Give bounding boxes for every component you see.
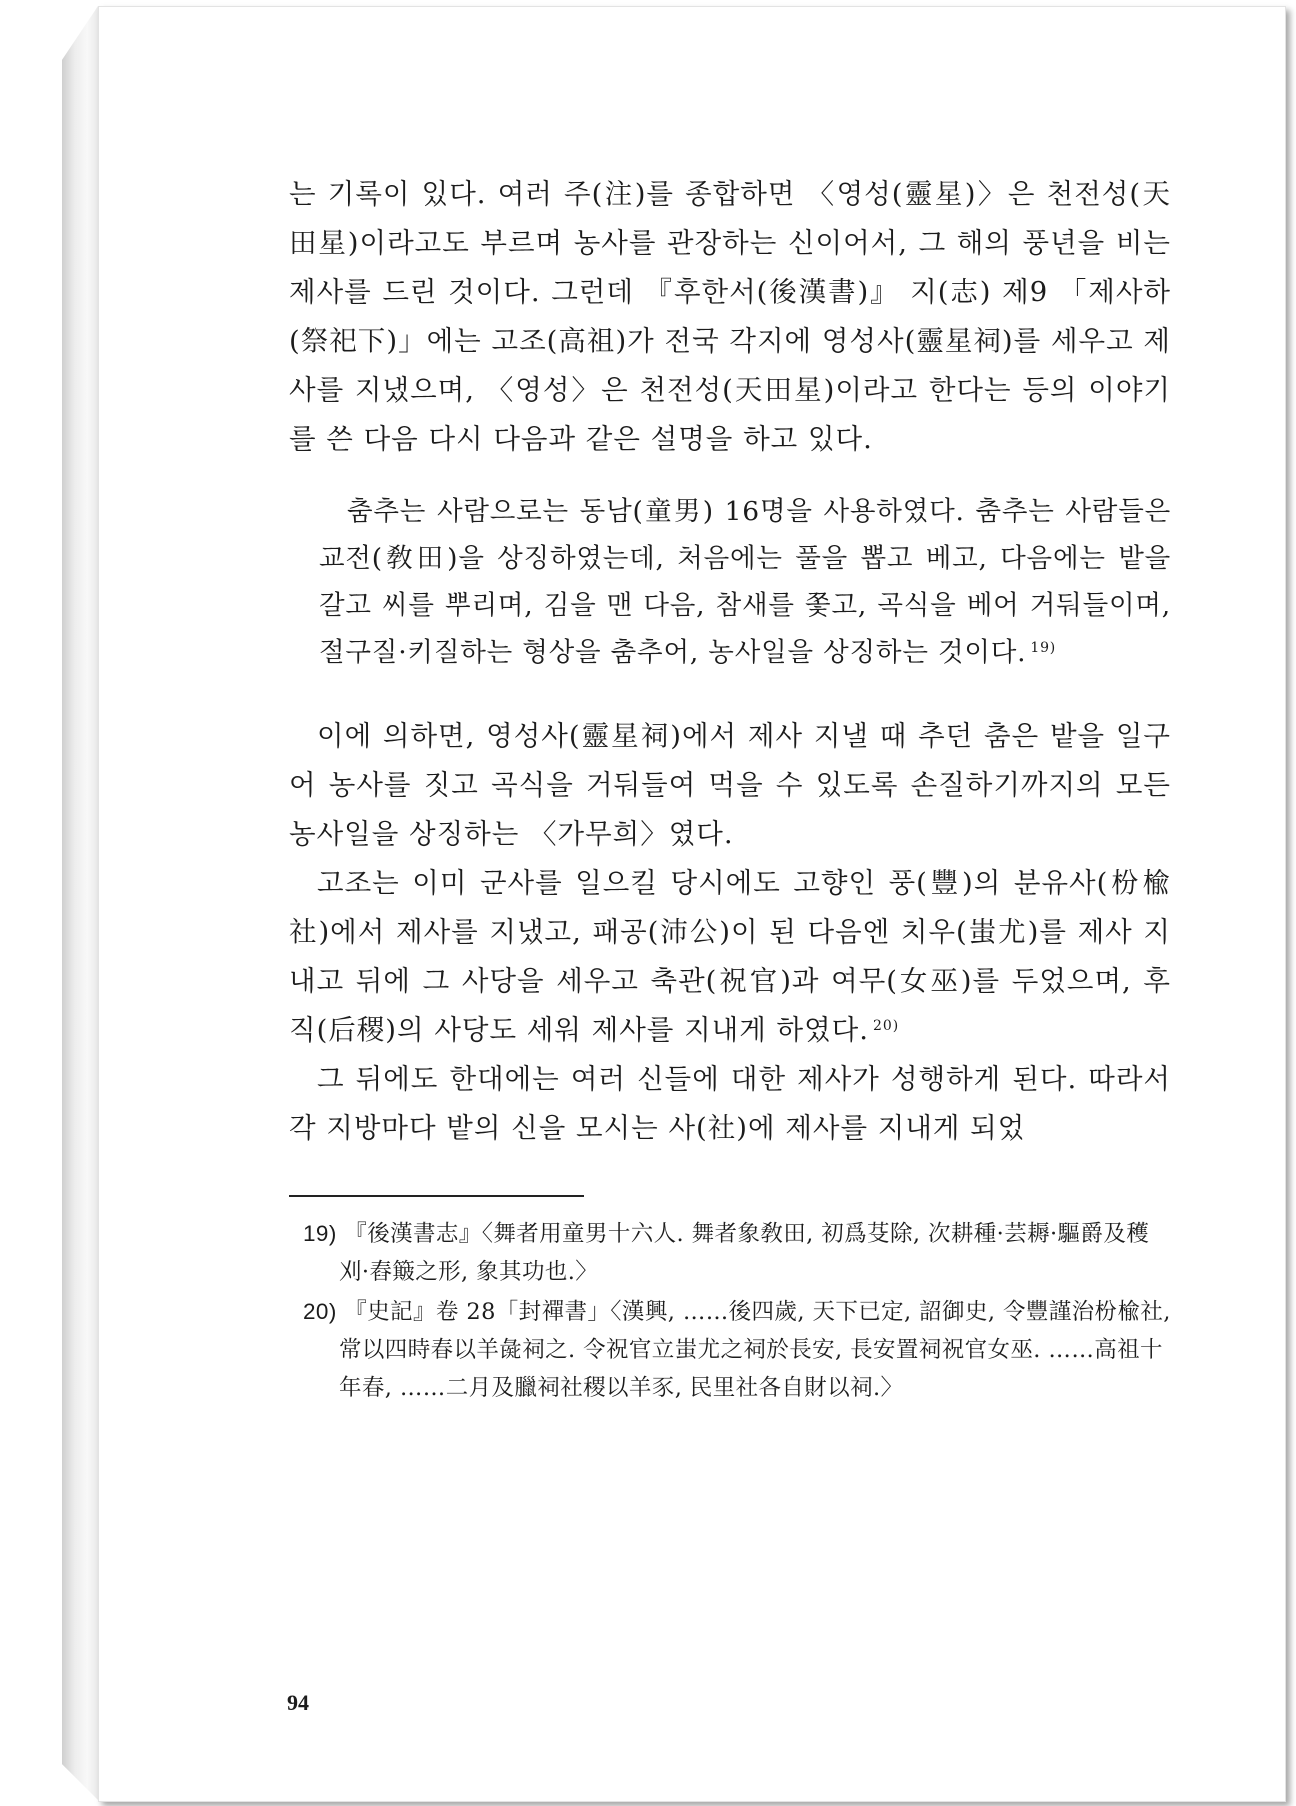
page-stack-edge — [62, 6, 98, 1800]
book — [62, 6, 1288, 1800]
paragraph-1: 는 기록이 있다. 여러 주(注)를 종합하면 〈영성(靈星)〉은 천전성(天田星)이라고도 부르며 농사를 관장하는 신이어서, 그 해의 풍년을 비는 제사를 드린 것이다. 그런데 『후한서(後漢書)』 지(志) 제9 「제사하(祭祀下)」에는 고조(高祖)가 전국 각지에 영성사(靈星祠)를 세우고 제사를 지냈으며, 〈영성〉은 천전성(天田星)이라고 한다는 등의 이야기를 쓴 다음 다시 다음과 같은 설명을 하고 있다. — [289, 178, 1171, 455]
paragraph-2: 이에 의하면, 영성사(靈星祠)에서 제사 지낼 때 추던 춤은 밭을 일구어 농사를 짓고 곡식을 거둬들여 먹을 수 있도록 손질하기까지의 모든 농사일을 상징하는 〈가무희〉였다. — [289, 720, 1171, 850]
footnote-ref-20[interactable]: 20) — [872, 1018, 900, 1034]
footnote-divider — [289, 1195, 584, 1197]
footnote-20 — [289, 1293, 1171, 1407]
footnote-text: 『後漢書志』〈舞者用童男十六人. 舞者象敎田, 初爲芟除, 次耕種·芸耨·驅爵及穫刈·舂簸之形, 象其功也.〉 — [339, 1221, 1150, 1285]
body-text-2 — [289, 712, 1171, 1153]
body-text — [289, 170, 1171, 464]
quote-paragraph — [319, 488, 1171, 676]
page-number: 94 — [287, 1690, 309, 1715]
footnote-19 — [289, 1215, 1171, 1291]
footnote-number: 19) — [303, 1221, 337, 1246]
quote-text: 춤추는 사람으로는 동남(童男) 16명을 사용하였다. 춤추는 사람들은 교전(敎田)을 상징하였는데, 처음에는 풀을 뽑고 베고, 다음에는 밭을 갈고 씨를 뿌리며, 김을 맨 다음, 참새를 쫓고, 곡식을 베어 거둬들이며, 절구질·키질하는 형상을 춤추어, 농사일을 상징하는 것이다. — [319, 496, 1171, 668]
footnote-number: 20) — [303, 1299, 337, 1324]
paragraph-4: 그 뒤에도 한대에는 여러 신들에 대한 제사가 성행하게 된다. 따라서 각 지방마다 밭의 신을 모시는 사(社)에 제사를 지내게 되었 — [289, 1063, 1171, 1144]
footnote-ref-19[interactable]: 19) — [1030, 640, 1057, 656]
book-page — [98, 6, 1286, 1802]
footnote-text: 『史記』卷 28「封禪書」〈漢興, ……後四歲, 天下已定, 詔御史, 令豐謹治枌楡社, 常以四時春以羊彘祠之. 令祝官立蚩尤之祠於長安, 長安置祠祝官女巫. ……高祖十年春, ……二月及臘祠社稷以羊豕, 民里社各自財以祠.〉 — [339, 1299, 1171, 1401]
paragraph-3 — [289, 859, 1171, 1055]
paragraph-3-text: 고조는 이미 군사를 일으킬 당시에도 고향인 풍(豐)의 분유사(枌楡社)에서 제사를 지냈고, 패공(沛公)이 된 다음엔 치우(蚩尤)를 제사 지내고 뒤에 그 사당을 세우고 축관(祝官)과 여무(女巫)를 두었으며, 후직(后稷)의 사당도 세워 제사를 지내게 하였다. — [289, 867, 1171, 1046]
block-quote — [319, 488, 1171, 676]
page-content — [289, 170, 1171, 1409]
footnotes — [289, 1215, 1171, 1407]
